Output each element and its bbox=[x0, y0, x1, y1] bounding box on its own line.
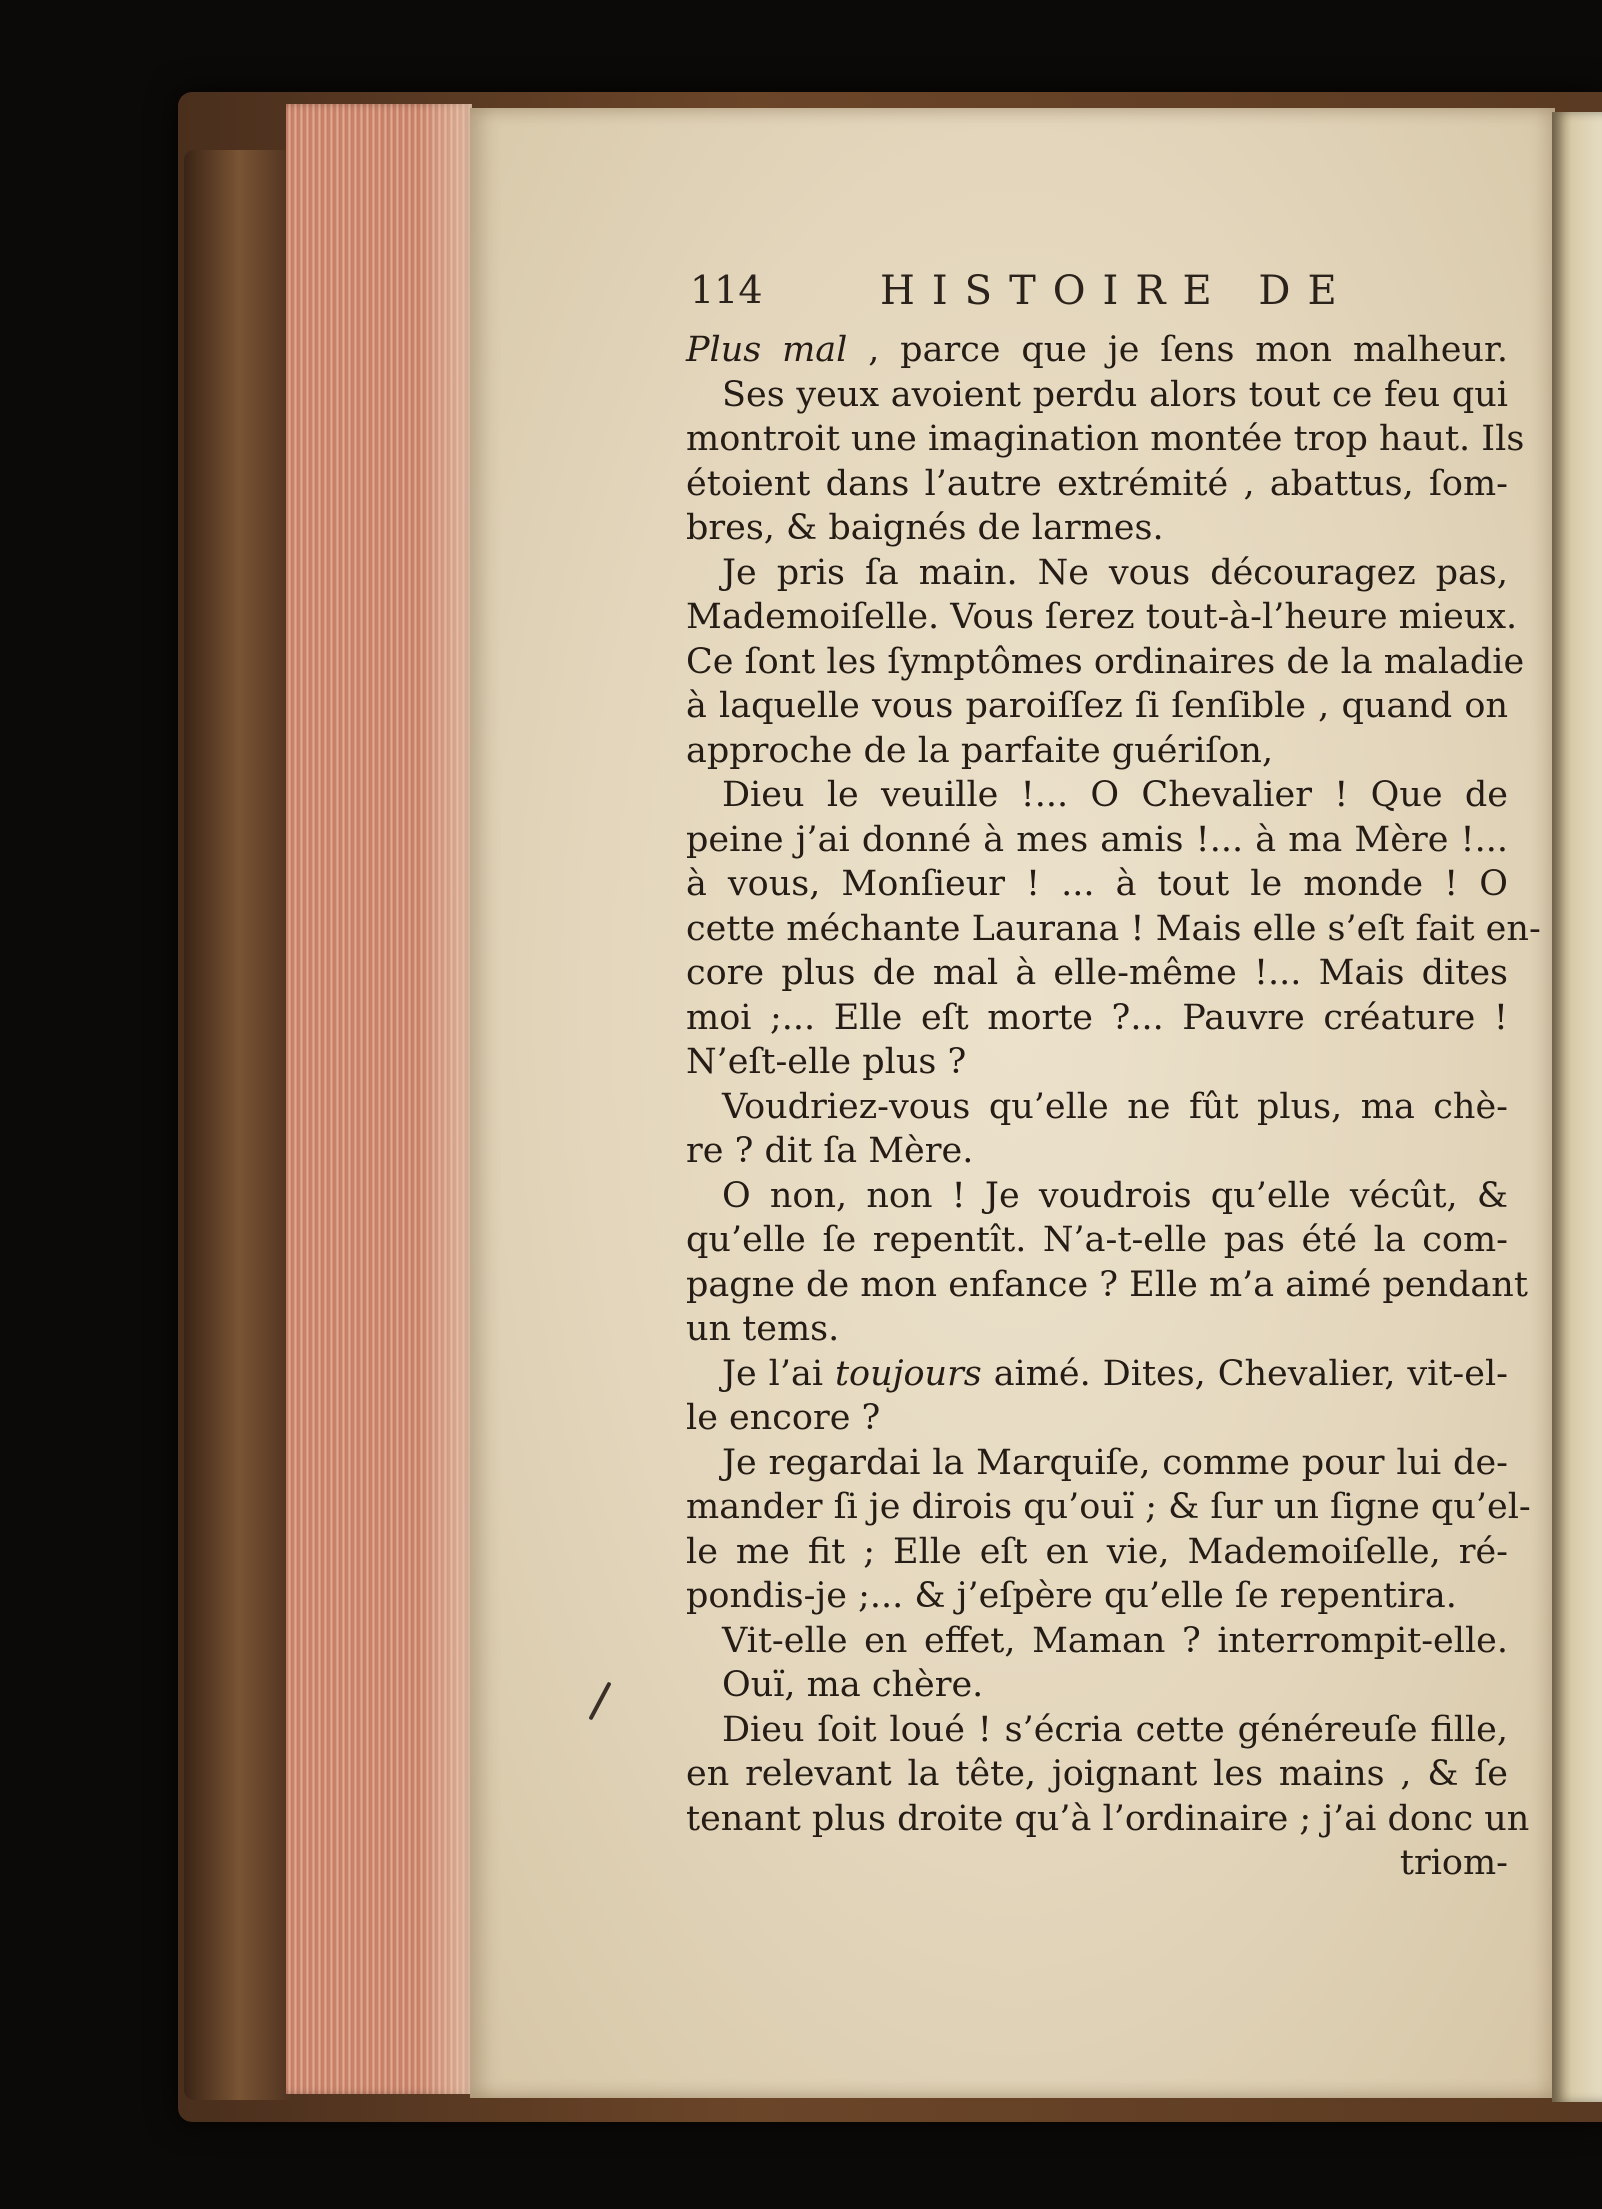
text-line: étoient dans l’autre extrémité , abattus, ſom- bbox=[686, 463, 1508, 504]
line-text: Je l’ai bbox=[722, 1353, 835, 1394]
text-line: en relevant la tête, joignant les mains , & ſe bbox=[686, 1754, 1508, 1794]
page-header bbox=[690, 268, 1450, 328]
text-line: qu’elle ſe repentît. N’a-t-elle pas été la com- bbox=[686, 1220, 1508, 1260]
text-line: mander ſi je dirois qu’ouï ; & ſur un ſigne qu’el- bbox=[686, 1487, 1531, 1527]
facing-page-edge bbox=[1552, 112, 1602, 2102]
italic-text: toujours bbox=[834, 1353, 982, 1394]
text-line: à vous, Monſieur ! ... à tout le monde ! O bbox=[686, 864, 1508, 904]
text-line bbox=[686, 328, 1508, 373]
text-line: triom- bbox=[1399, 1843, 1508, 1883]
text-line: Ce ſont les ſymptômes ordinaires de la maladie bbox=[686, 641, 1525, 682]
text-line: N’eſt-elle plus ? bbox=[686, 1042, 967, 1082]
text-line: Voudriez-vous qu’elle ne fût plus, ma chè- bbox=[722, 1086, 1508, 1127]
line-text: , parce que je ſens mon malheur. bbox=[847, 330, 1509, 370]
text-line: à laquelle vous paroiſſez ſi ſenſible , quand on bbox=[686, 686, 1508, 726]
text-line: pondis-je ;... & j’eſpère qu’elle ſe repentira. bbox=[686, 1576, 1457, 1616]
italic-text: Plus mal bbox=[686, 330, 848, 370]
page-number: 114 bbox=[690, 268, 763, 312]
text-line: core plus de mal à elle-même !... Mais dites bbox=[686, 953, 1508, 993]
text-line: Dieu ſoit loué ! s’écria cette généreuſe fille, bbox=[722, 1709, 1508, 1750]
text-line: bres, & baignés de larmes. bbox=[686, 508, 1164, 548]
text-line: Vit-elle en effet, Maman ? interrompit-elle. bbox=[722, 1620, 1508, 1661]
text-line: Dieu le veuille !... O Chevalier ! Que de bbox=[722, 775, 1508, 815]
text-line: Ses yeux avoient perdu alors tout ce feu qui bbox=[722, 374, 1508, 415]
text-line: O non, non ! Je voudrois qu’elle vécût, & bbox=[722, 1175, 1508, 1216]
text-line: le encore ? bbox=[686, 1398, 881, 1438]
line-text: aimé. Dites, Chevalier, vit-el- bbox=[981, 1353, 1508, 1394]
text-line: pagne de mon enfance ? Elle m’a aimé pendant bbox=[686, 1264, 1528, 1305]
running-title: HISTOIRE DE bbox=[880, 268, 1354, 314]
text-line: Ouï, ma chère. bbox=[722, 1665, 984, 1705]
text-line: tenant plus droite qu’à l’ordinaire ; j’ai donc un bbox=[686, 1798, 1530, 1839]
text-line: moi ;... Elle eſt morte ?... Pauvre créature ! bbox=[686, 997, 1508, 1038]
text-line: montroit une imagination montée trop haut. Ils bbox=[686, 419, 1525, 459]
book-spine-edge bbox=[184, 150, 294, 2100]
text-line: approche de la parfaite guériſon, bbox=[686, 730, 1274, 771]
text-line: re ? dit ſa Mère. bbox=[686, 1131, 974, 1171]
text-line: Mademoiſelle. Vous ſerez tout-à-l’heure mieux. bbox=[686, 597, 1518, 637]
page-text bbox=[686, 328, 1541, 1886]
page-edges-shadow bbox=[420, 104, 472, 2094]
text-line: le me fit ; Elle eſt en vie, Mademoiſelle, ré- bbox=[686, 1531, 1508, 1572]
text-line: un tems. bbox=[686, 1309, 840, 1349]
text-line: Je regardai la Marquiſe, comme pour lui de- bbox=[722, 1442, 1508, 1483]
text-line bbox=[686, 1352, 1508, 1397]
text-line: peine j’ai donné à mes amis !... à ma Mère !... bbox=[686, 819, 1508, 860]
text-line: cette méchante Laurana ! Mais elle s’eſt fait en- bbox=[686, 908, 1541, 949]
text-line: Je pris ſa main. Ne vous découragez pas, bbox=[722, 552, 1508, 593]
